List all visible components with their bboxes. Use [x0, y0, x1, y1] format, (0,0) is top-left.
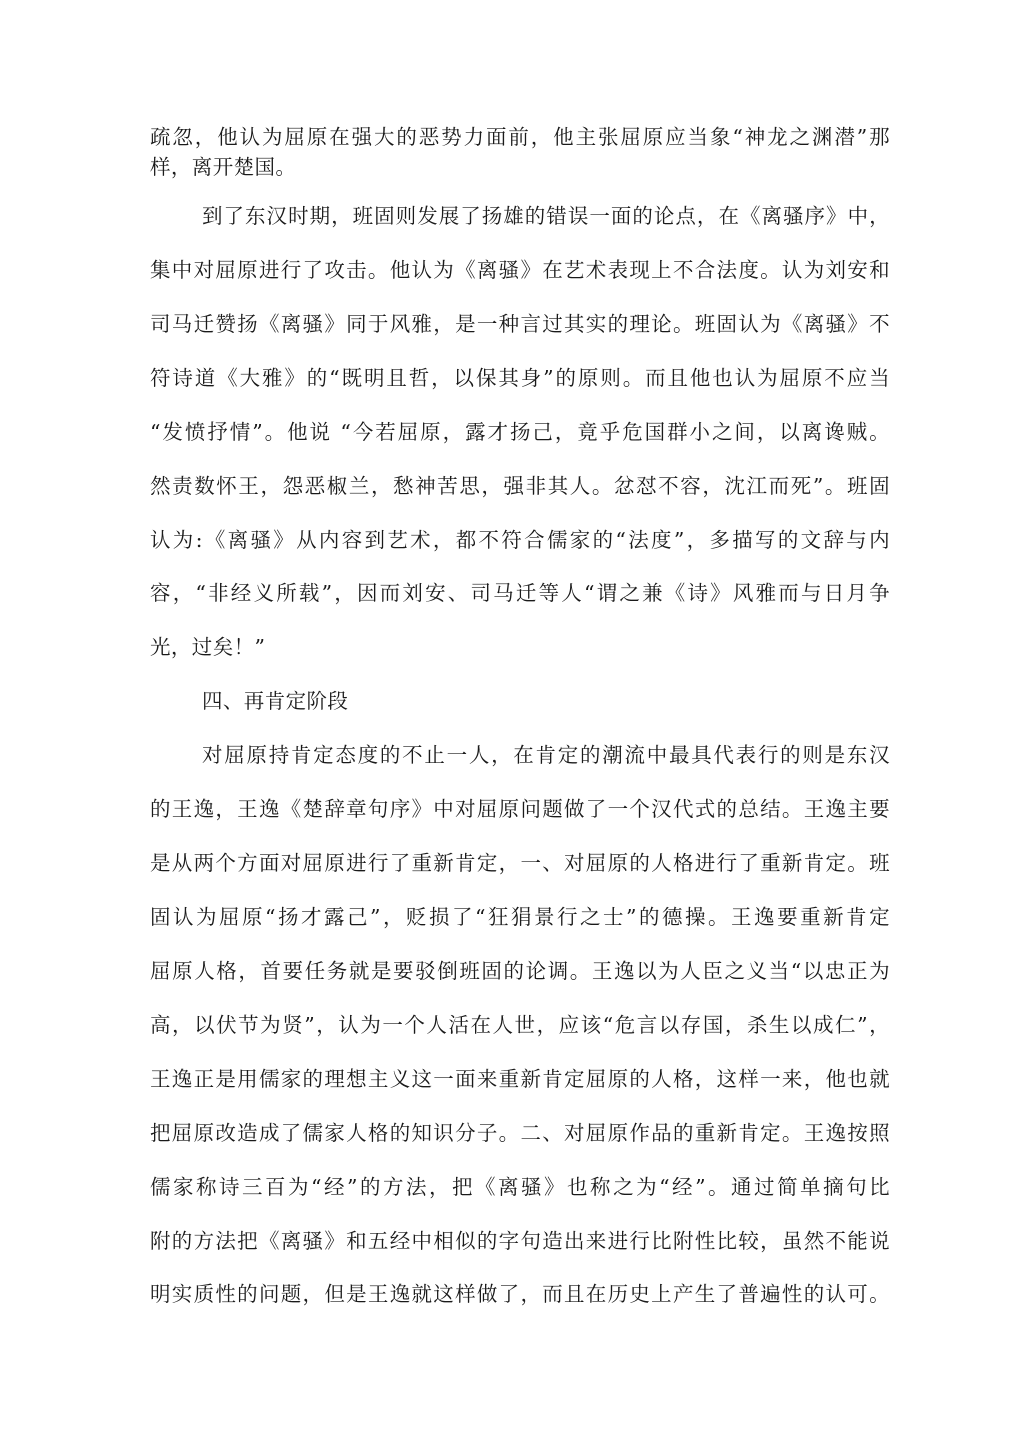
text-line: 高，以伏节为贤”，认为一个人活在人世，应该“危言以存国，杀生以成仁”，	[150, 1013, 890, 1037]
text-line: 对屈原持肯定态度的不止一人，在肯定的潮流中最具代表行的则是东汉	[202, 743, 890, 767]
text-line: 把屈原改造成了儒家人格的知识分子。二、对屈原作品的重新肯定。王逸按照	[150, 1121, 890, 1145]
text-line: 是从两个方面对屈原进行了重新肯定，一、对屈原的人格进行了重新肯定。班	[150, 851, 890, 875]
text-line: 司马迁赞扬《离骚》同于风雅，是一种言过其实的理论。班固认为《离骚》不	[150, 312, 890, 336]
text-line: 固认为屈原“扬才露己”，贬损了“狂狷景行之士”的德操。王逸要重新肯定	[150, 905, 890, 929]
text-line: 到了东汉时期，班固则发展了扬雄的错误一面的论点，在《离骚序》中，	[202, 204, 890, 228]
text-line: “发愤抒情”。他说 “今若屈原，露才扬己，竟乎危国群小之间，以离谗贼。	[150, 420, 890, 444]
text-line: 的王逸，王逸《楚辞章句序》中对屈原问题做了一个汉代式的总结。王逸主要	[150, 797, 890, 821]
text-line: 样，离开楚国。	[150, 155, 297, 179]
text-line: 明实质性的问题，但是王逸就这样做了，而且在历史上产生了普遍性的认可。	[150, 1282, 890, 1306]
text-line: 符诗道《大雅》的“既明且哲，以保其身”的原则。而且他也认为屈原不应当	[150, 366, 890, 390]
text-line: 儒家称诗三百为“经”的方法，把《离骚》也称之为“经”。通过简单摘句比	[150, 1175, 890, 1199]
text-line: 然责数怀王，怨恶椒兰，愁神苦思，强非其人。忿怼不容，沈江而死”。班固	[150, 474, 890, 498]
section-heading: 四、再肯定阶段	[202, 689, 349, 713]
text-line: 附的方法把《离骚》和五经中相似的字句造出来进行比附性比较，虽然不能说	[150, 1229, 890, 1253]
text-line: 疏忽，他认为屈原在强大的恶势力面前，他主张屈原应当象“神龙之渊潜”那	[150, 125, 890, 149]
text-line: 容，“非经义所载”，因而刘安、司马迁等人“谓之兼《诗》风雅而与日月争	[150, 581, 890, 605]
text-line: 屈原人格，首要任务就是要驳倒班固的论调。王逸以为人臣之义当“以忠正为	[150, 959, 890, 983]
text-line: 集中对屈原进行了攻击。他认为《离骚》在艺术表现上不合法度。认为刘安和	[150, 258, 890, 282]
text-line: 认为:《离骚》从内容到艺术，都不符合儒家的“法度”，多描写的文辞与内	[150, 528, 890, 552]
text-line: 王逸正是用儒家的理想主义这一面来重新肯定屈原的人格，这样一来，他也就	[150, 1067, 890, 1091]
text-line: 光，过矣！”	[150, 635, 266, 659]
